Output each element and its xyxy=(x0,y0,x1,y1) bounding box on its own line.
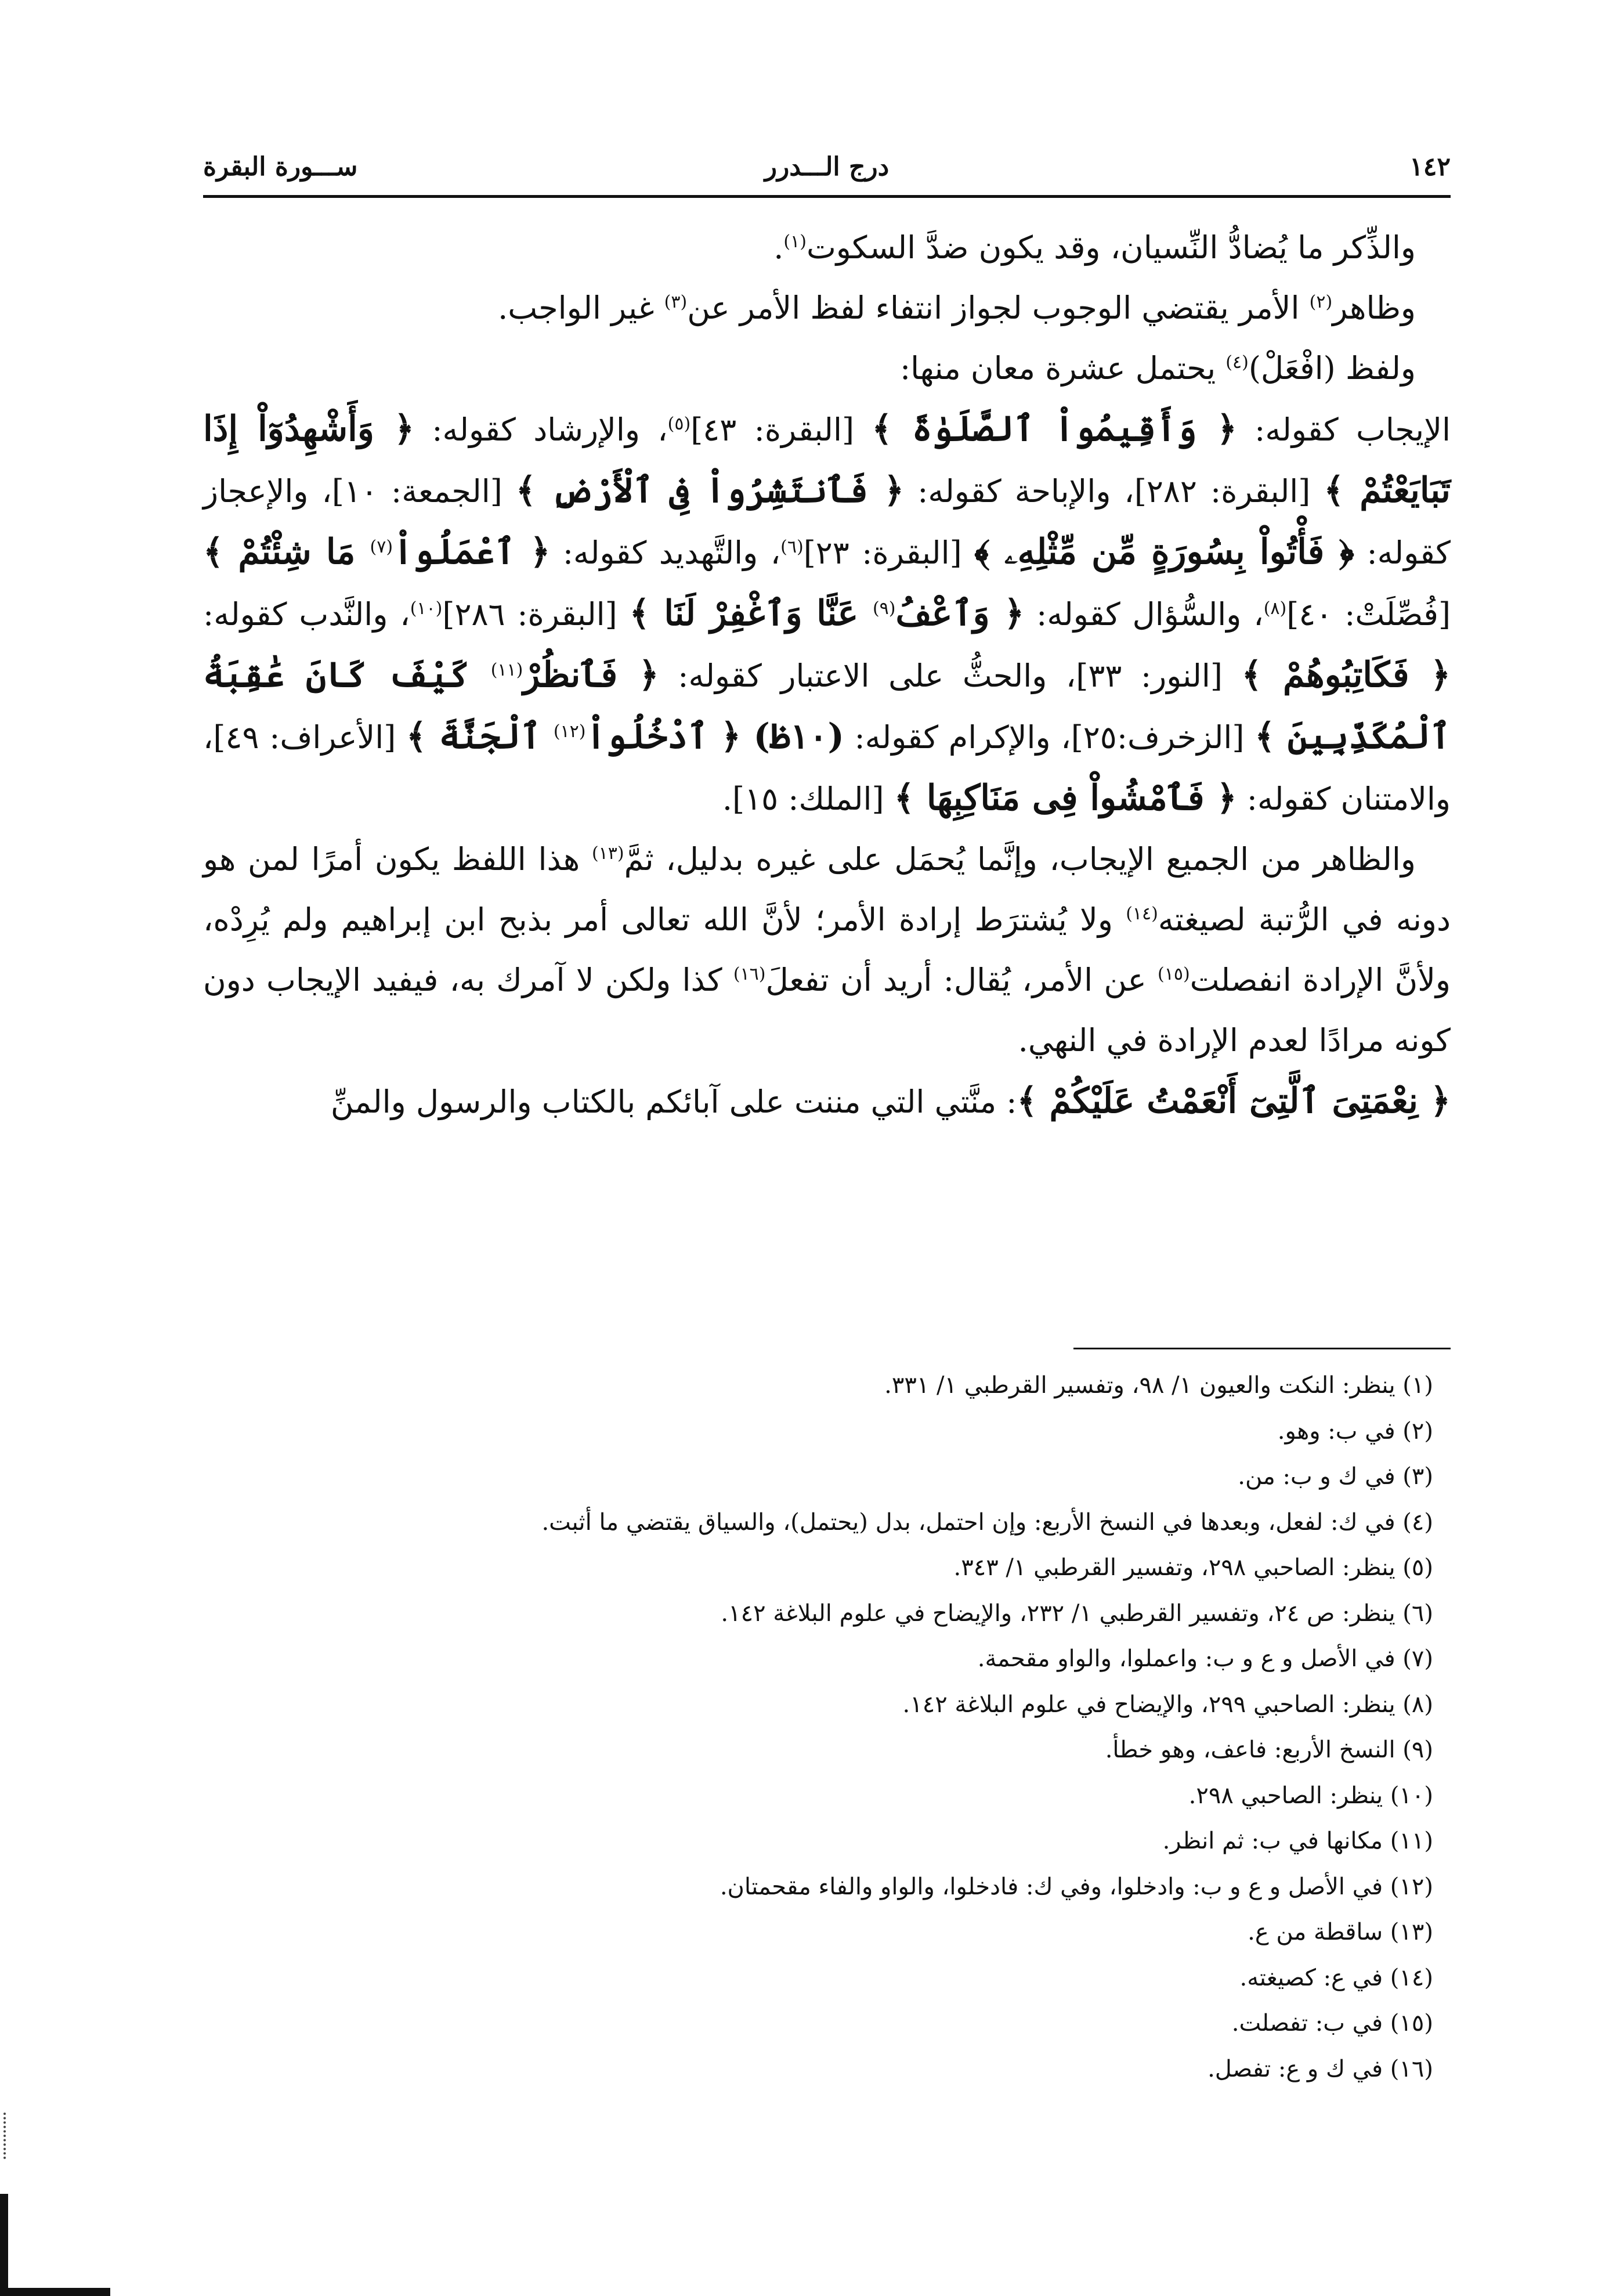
paragraph-meanings: الإيجاب كقوله: ﴿ وَأَقِيمُواْ ٱلصَّلَوٰةَ ﴾ [البقرة: ٤٣]$^{(٥)}$، والإرشاد كقوله: ﴿ وَأَشْهِدُوٓاْ إِذَا تَبَايَعْتُمْ ﴾ [البقرة: ٢٨٢]، والإباحة كقوله: ﴿ فَٱنتَشِرُواْ فِى ٱلْأَرْضِ ﴾ [الجمعة: ١٠]، والإعجاز كقوله: ﴿ فَأْتُواْ بِسُورَةٍ مِّن مِّثْلِهِۦ ﴾ [البقرة: ٢٣]$^{(٦)}$، والتَّهديد كقوله: ﴿ ٱعْمَلُواْ$^{(٧)}$ مَا شِئْتُمْ ﴾ [فُصِّلَتْ: ٤٠]$^{(٨)}$، والسُّؤال كقوله: ﴿ وَٱعْفُ$^{(٩)}$ عَنَّا وَٱغْفِرْ لَنَا ﴾ [البقرة: ٢٨٦]$^{(١٠)}$، والنَّدب كقوله: ﴿ فَكَاتِبُوهُمْ ﴾ [النور: ٣٣]، والحثُّ على الاعتبار كقوله: ﴿ فَٱنظُرْ$^{(١١)}$ كَيْفَ كَانَ عَٰقِبَةُ ٱلْمُكَذِّبِينَ ﴾ [الزخرف:٢٥]، والإكرام كقوله: (١٠ظ) ﴿ ٱدْخُلُواْ$^{(١٢)}$ ٱلْجَنَّةَ ﴾ [الأعراف: ٤٩]، والامتنان كقوله: ﴿ فَٱمْشُواْ فِى مَنَاكِبِهَا ﴾ [الملك: ١٥]. xyxy=(203,409,1451,818)
quran-verse: مَا شِئْتُمْ ﴾ xyxy=(203,532,370,572)
running-header xyxy=(203,152,1451,193)
footnote: (٨) ينظر: الصاحبي ٢٩٩، والإيضاح في علوم البلاغة ١٤٢. xyxy=(902,1691,1433,1718)
quran-verse: ﴿ وَأَشْهِدُوٓاْ إِذَا تَبَايَعْتُمْ ﴾ xyxy=(203,409,1451,511)
footnote: (٤) في ك: لفعل، وبعدها في النسخ الأربع: وإن احتمل، بدل (يحتمل)، والسياق يقتضي ما أثبت. xyxy=(541,1508,1433,1536)
footnote: (١١) مكانها في ب: ثم انظر. xyxy=(1162,1828,1433,1854)
footnote-ref: (٩) xyxy=(872,598,896,619)
footnote-ref: (٢) xyxy=(1309,292,1333,312)
footnote: (١٦) في ك و ع: تفصل. xyxy=(1207,2055,1433,2082)
footnote: (١٠) ينظر: الصاحبي ٢٩٨. xyxy=(1188,1782,1433,1809)
footnote: (٥) ينظر: الصاحبي ٢٩٨، وتفسير القرطبي ١/ ٣٤٣. xyxy=(953,1554,1433,1581)
quran-verse: ﴿ فَٱنتَشِرُواْ فِى ٱلْأَرْضِ ﴾ xyxy=(515,470,905,511)
footnote-ref: (١٢) xyxy=(553,721,586,742)
footnote: (٩) النسخ الأربع: فاعف، وهو خطأ. xyxy=(1105,1737,1433,1763)
footnote: (٦) ينظر: ص ٢٤، وتفسير القرطبي ١/ ٢٣٢، والإيضاح في علوم البلاغة ١٤٢. xyxy=(721,1600,1433,1627)
page-number: ١٤٢ xyxy=(1409,152,1451,182)
footnote-ref: (١٥) xyxy=(1157,964,1190,984)
quran-verse: ﴿ فَٱنظُرْ xyxy=(523,655,659,695)
footnote-ref: (٧) xyxy=(370,537,393,557)
quran-verse: ﴿ فَأْتُواْ بِسُورَةٍ مِّن مِّثْلِهِۦ ﴾ xyxy=(974,532,1355,572)
footnote-ref: (٤) xyxy=(1225,352,1249,373)
footnote-ref: (١) xyxy=(783,232,807,252)
quran-verse: ﴿ ٱدْخُلُواْ xyxy=(585,716,754,757)
footnote: (١٣) ساقطة من ع. xyxy=(1248,1919,1433,1945)
footnote-rule xyxy=(1073,1348,1451,1349)
header-rule xyxy=(203,195,1451,198)
paragraph-nimati: ﴿ نِعْمَتِىَ ٱلَّتِىٓ أَنْعَمْتُ عَلَيْكُمْ ﴾: منَّتي التي مننت على آبائكم بالكتاب والرسول والمنِّ xyxy=(330,1081,1451,1121)
main-text xyxy=(203,218,1451,1132)
footnote: (١٢) في الأصل و ع و ب: وادخلوا، وفي ك: فادخلوا، والواو والفاء مقحمتان. xyxy=(720,1873,1433,1900)
footnote-ref: (٨) xyxy=(1263,598,1287,619)
surah-name: ســـورة البقرة xyxy=(203,152,358,182)
paragraph-dhikr: والذِّكر ما يُضادُّ النِّسيان، وقد يكون ضدَّ السكوت$^{(١)}$. xyxy=(773,229,1416,266)
quran-verse: ٱلْجَنَّةَ ﴾ xyxy=(406,716,554,757)
footnote-ref: (١٦) xyxy=(733,964,766,984)
paragraph-ifal: ولفظ (افْعَلْ)$^{(٤)}$ يحتمل عشرة معان منها: xyxy=(899,350,1416,387)
quran-verse: ﴿ ٱعْمَلُواْ xyxy=(393,532,551,572)
quran-verse: ﴿ فَكَاتِبُوهُمْ ﴾ xyxy=(1241,655,1451,695)
manuscript-folio-marker: (١٠ظ) xyxy=(753,716,844,757)
paragraph-ijab: والظاهر من الجميع الإيجاب، وإنَّما يُحمَل على غيره بدليل، ثمَّ$^{(١٣)}$ هذا اللفظ يكون أمرًا لمن هو دونه في الرُّتبة لصيغته$^{(١٤)}$ ولا يُشترَط إرادة الأمر؛ لأنَّ الله تعالى أمر بذبح ابن إبراهيم ولم يُرِدْه، ولأنَّ الإرادة انفصلت$^{(١٥)}$ عن الأمر، يُقال: أريد أن تفعلَ$^{(١٦)}$ كذا ولكن لا آمرك به، فيفيد الإيجاب دون كونه مرادًا لعدم الإرادة في النهي. xyxy=(203,841,1451,1059)
scan-edge-vertical xyxy=(0,2194,8,2296)
footnote: (٢) في ب: وهو. xyxy=(1277,1417,1433,1445)
quran-verse: ﴿ نِعْمَتِىَ ٱلَّتِىٓ أَنْعَمْتُ عَلَيْكُمْ ﴾ xyxy=(1017,1081,1451,1121)
footnote-ref: (٥) xyxy=(667,414,691,434)
footnote: (١) ينظر: النكت والعيون ١/ ٩٨، وتفسير القرطبي ١/ ٣٣١. xyxy=(884,1372,1433,1399)
footnotes-list xyxy=(203,1363,1451,2092)
footnote-ref: (١١) xyxy=(490,660,523,680)
footnote: (١٤) في ع: كصيغته. xyxy=(1239,1964,1433,1991)
quran-verse: ﴿ وَٱعْفُ xyxy=(895,593,1025,634)
book-title: درج الـــدرر xyxy=(764,152,890,182)
quran-verse: ﴿ وَأَقِيمُواْ ٱلصَّلَوٰةَ ﴾ xyxy=(872,409,1237,449)
scan-edge-horizontal xyxy=(0,2288,110,2296)
quran-verse: كَيْفَ كَانَ عَٰقِبَةُ ٱلْمُكَذِّبِينَ ﴾ xyxy=(203,655,1451,757)
footnote-ref: (٦) xyxy=(780,537,804,557)
paragraph-amr: وظاهر$^{(٢)}$ الأمر يقتضي الوجوب لجواز انتفاء لفظ الأمر عن$^{(٣)}$ غير الواجب. xyxy=(498,290,1416,326)
quran-verse: ﴿ فَٱمْشُواْ فِى مَنَاكِبِهَا ﴾ xyxy=(894,778,1237,818)
footnote-ref: (٣) xyxy=(664,292,688,312)
footnote: (٣) في ك و ب: من. xyxy=(1238,1463,1433,1490)
quran-verse: عَنَّا وَٱغْفِرْ لَنَا ﴾ xyxy=(629,593,873,634)
footnote: (٧) في الأصل و ع و ب: واعملوا، والواو مقحمة. xyxy=(977,1645,1433,1672)
footnote-ref: (١٣) xyxy=(591,843,624,864)
footnote-ref: (١٠) xyxy=(410,598,443,619)
scan-edge-dots xyxy=(3,2113,9,2159)
footnote-ref: (١٤) xyxy=(1126,904,1158,924)
footnote: (١٥) في ب: تفصلت. xyxy=(1231,2010,1433,2037)
